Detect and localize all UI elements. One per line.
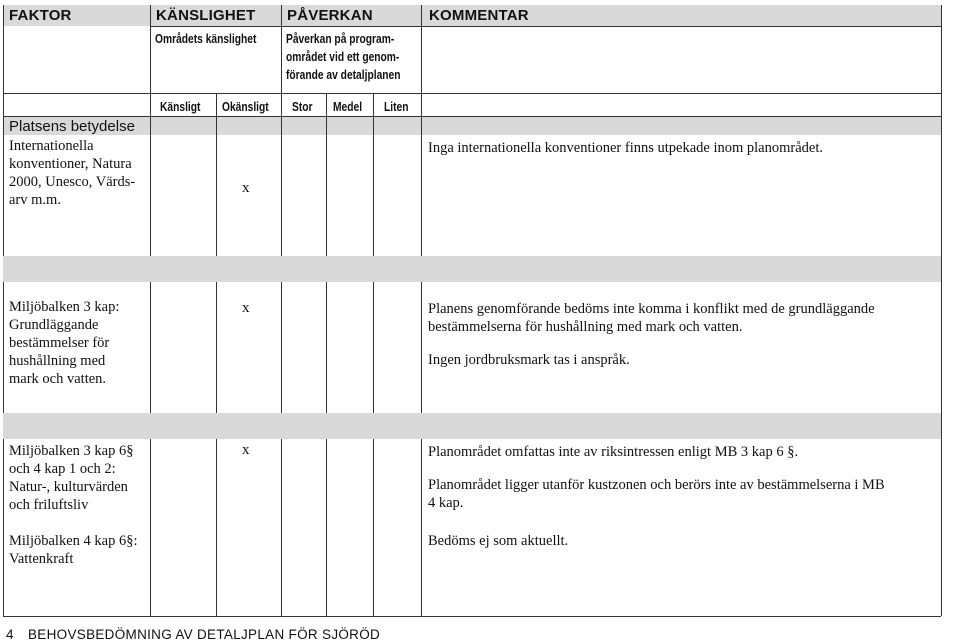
- divider: [3, 116, 941, 117]
- column-stor: Stor: [292, 100, 313, 114]
- grid-line: [326, 93, 327, 616]
- row3-factor: Miljöbalken 3 kap 6§ och 4 kap 1 och 2: Natur-, kulturvärden och friluftsliv: [9, 443, 134, 513]
- row1-factor: Internationella konventioner, Natura 2000, Unesco, Värds- arv m.m.: [9, 138, 136, 208]
- subheader-paverkan-line3: förande av detaljplanen: [286, 68, 401, 82]
- row3-comment2: Planområdet ligger utanför kustzonen och berörs inte av bestämmelserna i MB 4 kap.: [428, 477, 885, 511]
- row4-factor: Miljöbalken 4 kap 6§: Vattenkraft: [9, 533, 138, 567]
- header-paverkan: PÅVERKAN: [287, 7, 373, 24]
- subheader-paverkan-line1: Påverkan på program-: [286, 32, 395, 46]
- divider: [3, 616, 941, 617]
- row-separator: [3, 256, 941, 282]
- header-kanslighet: KÄNSLIGHET: [156, 7, 256, 24]
- grid-line: [373, 93, 374, 616]
- grid-line: [421, 5, 422, 616]
- row3-okansligt-mark: x: [242, 442, 250, 458]
- subheader-omradets-kanslighet: Områdets känslighet: [155, 32, 257, 46]
- row3-comment1: Planområdet omfattas inte av riksintressen enligt MB 3 kap 6 §.: [428, 444, 799, 460]
- footer-title: BEHOVSBEDÖMNING AV DETALJPLAN FÖR SJÖRÖD: [28, 627, 381, 642]
- grid-line: [150, 5, 151, 616]
- row-separator: [3, 413, 941, 439]
- row4-comment: Bedöms ej som aktuellt.: [428, 533, 569, 549]
- row1-okansligt-mark: x: [242, 180, 250, 196]
- grid-line: [216, 93, 217, 616]
- column-liten: Liten: [384, 100, 409, 114]
- grid-line: [3, 5, 4, 616]
- row2-factor: Miljöbalken 3 kap: Grundläggande bestämmelser för hushållning med mark och vatten.: [9, 299, 120, 387]
- subheader-paverkan-line2: området vid ett genom-: [286, 50, 400, 64]
- row1-comment: Inga internationella konventioner finns utpekade inom planområdet.: [428, 140, 824, 156]
- row2-okansligt-mark: x: [242, 300, 250, 316]
- header-faktor: FAKTOR: [9, 7, 72, 24]
- column-kansligt: Känsligt: [160, 100, 201, 114]
- page-number: 4: [6, 627, 14, 642]
- header-kommentar: KOMMENTAR: [429, 7, 529, 24]
- grid-line: [281, 5, 282, 616]
- section-title: Platsens betydelse: [9, 118, 135, 135]
- divider: [3, 93, 941, 94]
- grid-line: [941, 5, 942, 616]
- row2-comment2: Ingen jordbruksmark tas i anspråk.: [428, 352, 630, 368]
- column-medel: Medel: [333, 100, 363, 114]
- section-band: [3, 117, 941, 135]
- divider: [150, 26, 941, 27]
- column-okansligt: Okänsligt: [222, 100, 269, 114]
- row2-comment1: Planens genomförande bedöms inte komma i konflikt med de grundläggande bestämmelserna för hushållning med mark och vatten.: [428, 301, 875, 335]
